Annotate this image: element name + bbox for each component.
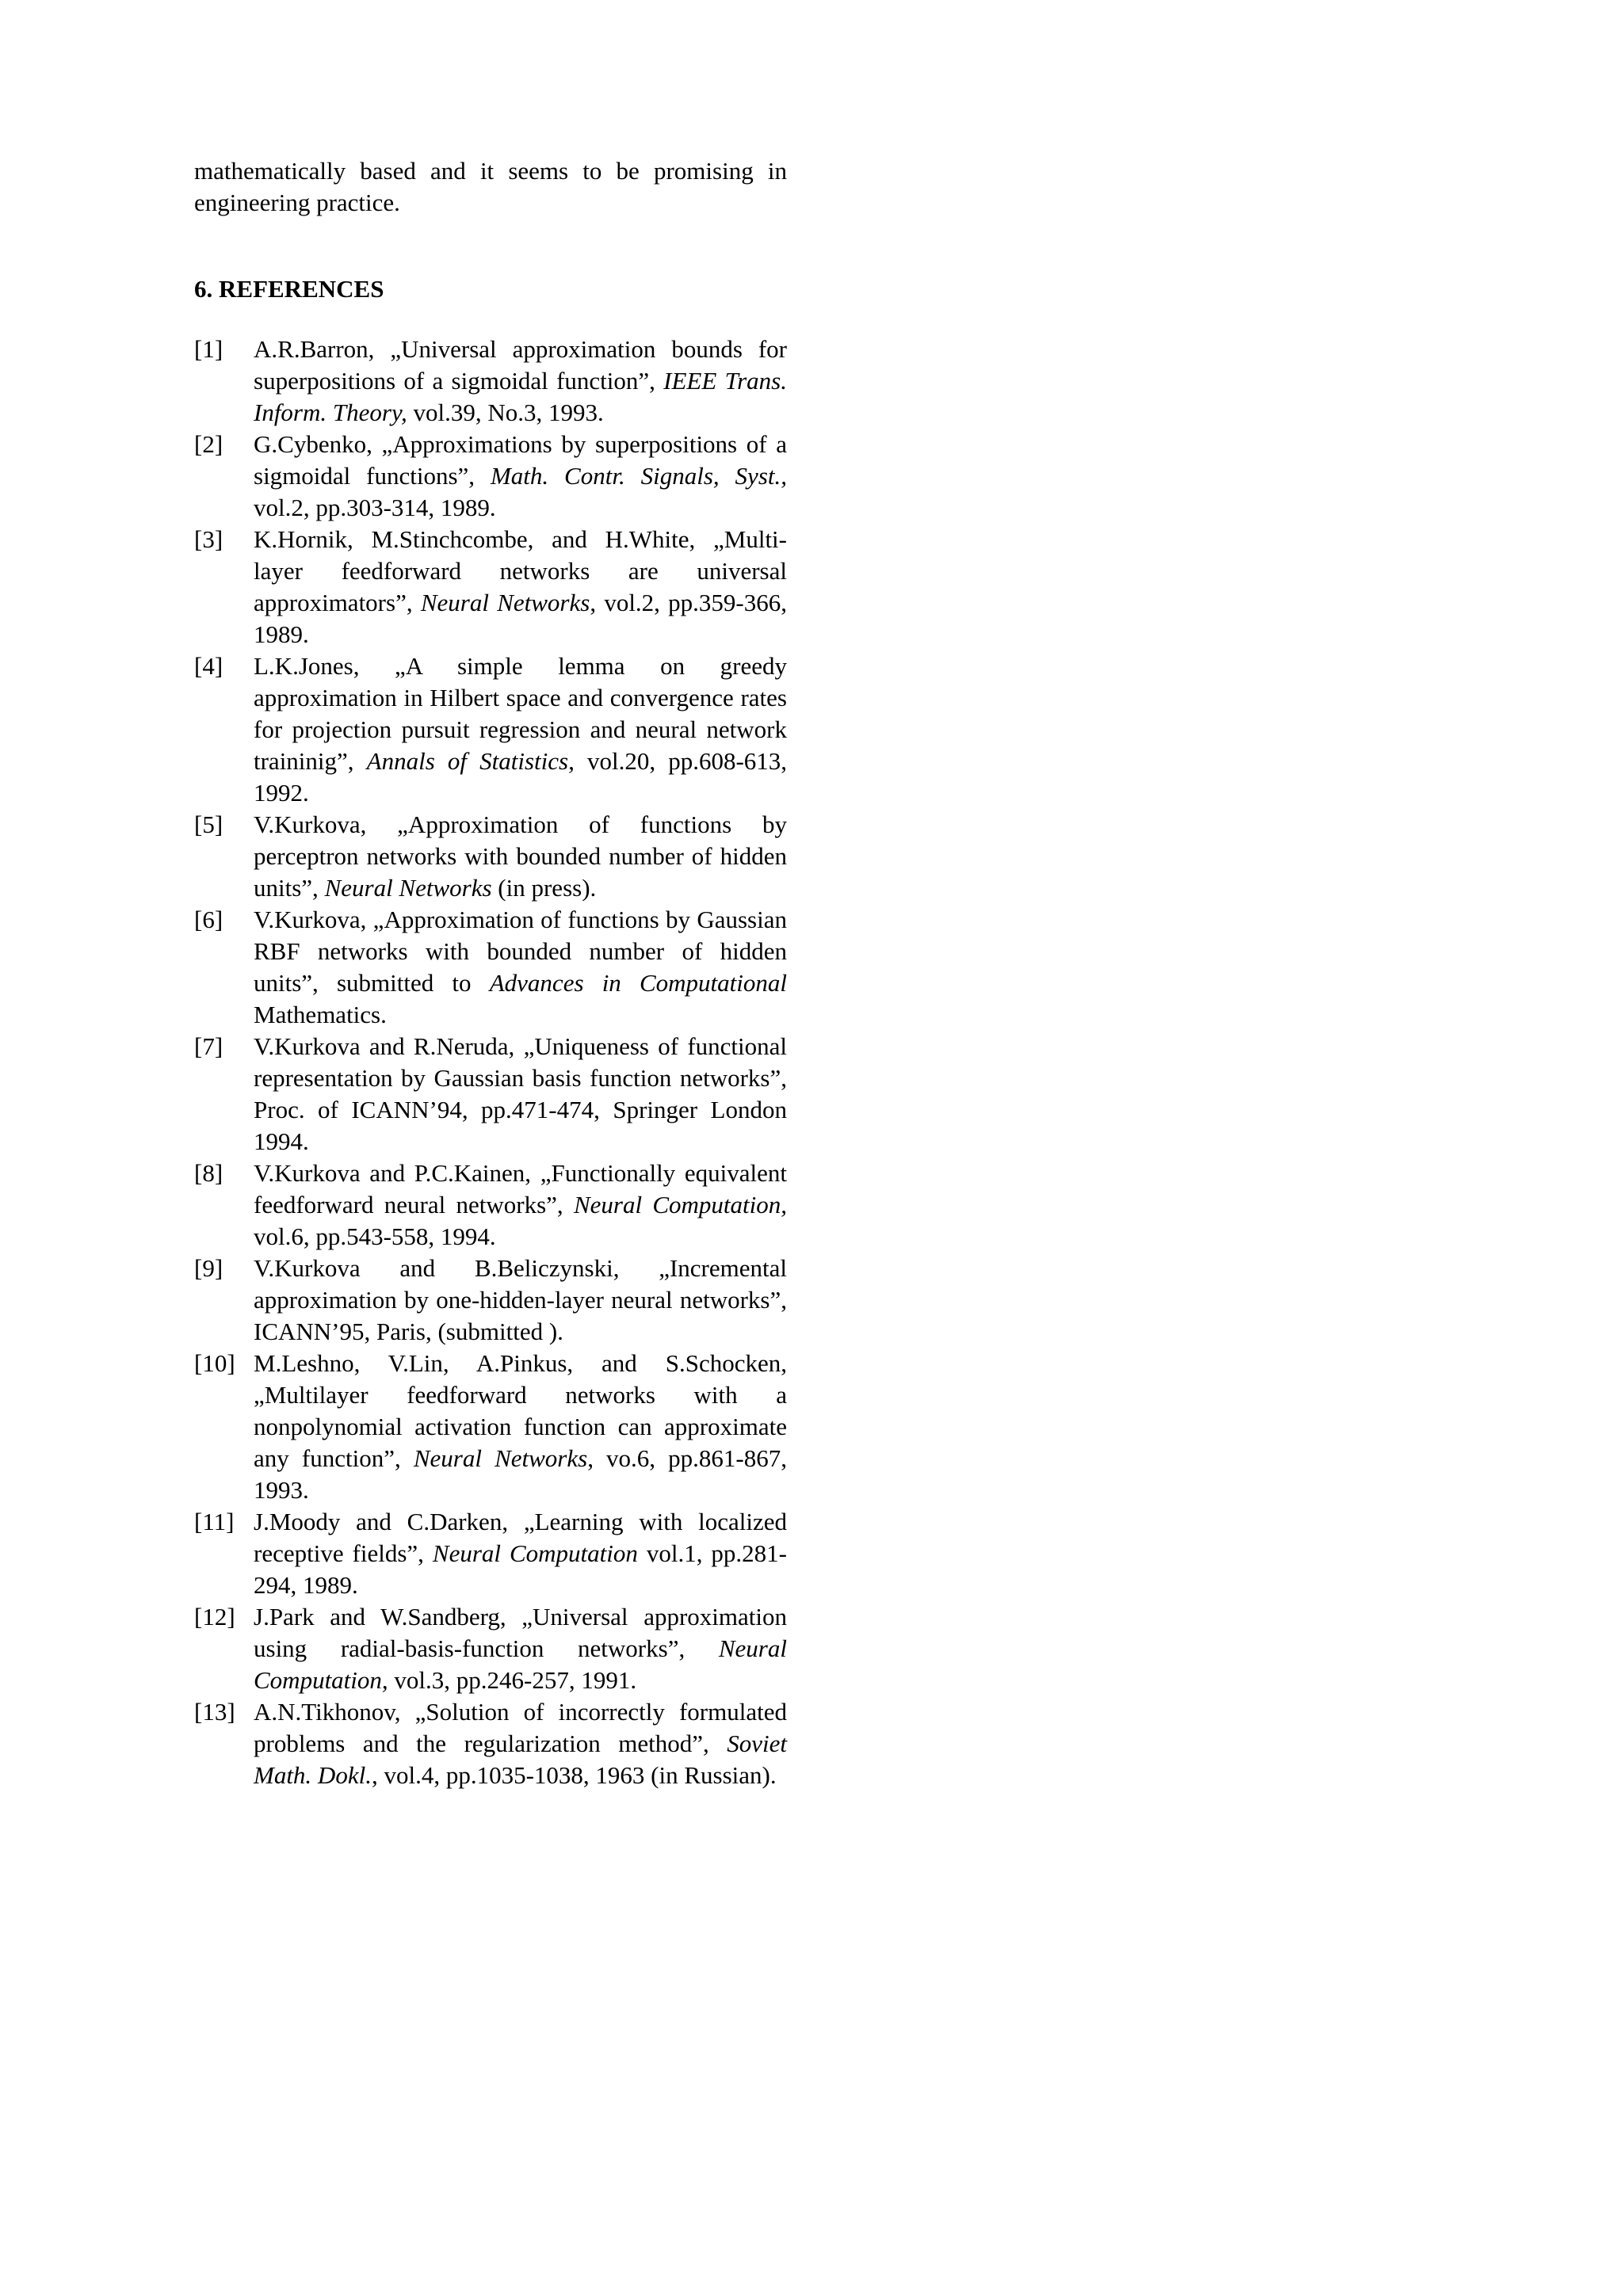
reference-text-segment: V.Kurkova and P.C.Kainen, „Functionally equivalent feedforward neural networks”, — [254, 1159, 787, 1219]
reference-text-segment: (in press). — [491, 874, 597, 902]
reference-number: [7] — [194, 1032, 223, 1060]
reference-text-segment: V.Kurkova, „Approximation of functions by Gaussian RBF networks with bounded number of hidden units”, submitted to — [254, 906, 787, 997]
reference-list — [194, 334, 787, 1791]
reference-source-italic: Neural Computation, — [573, 1191, 787, 1219]
reference-text-segment: L.K.Jones, „A simple lemma on greedy approximation in Hilbert space and convergence rates for projection pursuit regression and neural network traininig”, — [254, 652, 787, 775]
reference-text — [254, 1253, 787, 1348]
reference-source-italic: Neural Networks — [324, 874, 492, 902]
reference-text — [254, 904, 787, 1031]
reference-item — [194, 1601, 787, 1696]
reference-text-segment: , vol.4, pp.1035-1038, 1963 (in Russian). — [371, 1761, 777, 1789]
reference-item — [194, 1506, 787, 1601]
reference-text-segment: vol.6, pp.543-558, 1994. — [254, 1222, 496, 1250]
reference-text-segment: J.Park and W.Sandberg, „Universal approximation using radial-basis-function networks”, — [254, 1603, 787, 1662]
reference-text-segment: , vo.6, pp.861-867, 1993. — [254, 1444, 788, 1504]
reference-text-segment: Mathematics. — [254, 1001, 387, 1028]
reference-item — [194, 809, 787, 904]
reference-text-segment: V.Kurkova and R.Neruda, „Uniqueness of functional representation by Gaussian basis function networks”, Proc. of ICANN’94, pp.471-474, Springer London 1994. — [254, 1032, 787, 1155]
reference-source-italic: Math. Contr. Signals, Syst., — [490, 462, 787, 490]
reference-number: [4] — [194, 652, 223, 680]
reference-source-italic: Neural Computation — [432, 1539, 638, 1567]
reference-text-segment: V.Kurkova, „Approximation of functions by perceptron networks with bounded number of hidden units”, — [254, 810, 787, 902]
reference-item — [194, 334, 787, 429]
reference-item — [194, 1031, 787, 1158]
reference-text — [254, 524, 787, 650]
reference-source-italic: Advances in Computational — [489, 969, 788, 997]
reference-item — [194, 1348, 787, 1506]
reference-text-segment: vol.3, pp.246-257, 1991. — [388, 1666, 637, 1694]
reference-text — [254, 1601, 787, 1696]
reference-text — [254, 809, 787, 904]
reference-text-segment: K.Hornik, M.Stinchcombe, and H.White, „Multi-layer feedforward networks are universal approximators”, — [254, 525, 787, 616]
reference-text — [254, 1348, 787, 1506]
text-column — [194, 155, 787, 1791]
reference-item — [194, 1253, 787, 1348]
reference-item — [194, 1158, 787, 1253]
reference-item — [194, 650, 787, 809]
reference-text-segment: A.R.Barron, „Universal approximation bounds for superpositions of a sigmoidal function”, — [254, 335, 787, 395]
reference-text-segment: vol.20, pp.608-613, 1992. — [254, 747, 788, 807]
reference-source-italic: Neural Networks — [420, 589, 590, 616]
reference-number: [3] — [194, 525, 223, 553]
reference-text — [254, 1696, 787, 1791]
reference-item — [194, 429, 787, 524]
reference-text — [254, 429, 787, 524]
reference-text-segment: G.Cybenko, „Approximations by superpositions of a sigmoidal functions”, — [254, 430, 787, 490]
reference-text — [254, 1506, 787, 1601]
reference-text-segment: J.Moody and C.Darken, „Learning with localized receptive fields”, — [254, 1508, 787, 1567]
reference-number: [11] — [194, 1508, 235, 1535]
references-heading: 6. REFERENCES — [194, 275, 384, 303]
reference-number: [5] — [194, 810, 223, 838]
reference-text — [254, 1158, 787, 1253]
reference-text-segment: vol.1, pp.281-294, 1989. — [254, 1539, 788, 1599]
reference-text-segment: vol.2, pp.303-314, 1989. — [254, 494, 496, 521]
reference-text — [254, 1031, 787, 1158]
reference-source-italic: Neural Computation, — [254, 1634, 787, 1694]
reference-item — [194, 904, 787, 1031]
reference-source-italic: IEEE Trans. Inform. Theory, — [254, 367, 787, 426]
reference-text-segment: vol.39, No.3, 1993. — [407, 399, 604, 426]
reference-number: [12] — [194, 1603, 235, 1630]
reference-text-segment: M.Leshno, V.Lin, A.Pinkus, and S.Schocken, „Multilayer feedforward networks with a nonpolynomial activation function can approximate any function”, — [254, 1349, 787, 1472]
reference-number: [6] — [194, 906, 223, 933]
reference-text — [254, 650, 787, 809]
reference-item — [194, 1696, 787, 1791]
reference-text-segment: A.N.Tikhonov, „Solution of incorrectly formulated problems and the regularization method”, — [254, 1698, 787, 1757]
reference-source-italic: Neural Networks — [413, 1444, 588, 1472]
reference-item — [194, 524, 787, 650]
reference-text-segment: V.Kurkova and B.Beliczynski, „Incremental approximation by one-hidden-layer neural networks”, ICANN’95, Paris, (submitted ). — [254, 1254, 787, 1345]
reference-number: [9] — [194, 1254, 223, 1282]
reference-number: [1] — [194, 335, 223, 363]
reference-number: [2] — [194, 430, 223, 458]
reference-source-italic: Annals of Statistics, — [366, 747, 575, 775]
reference-text-segment: , vol.2, pp.359-366, 1989. — [254, 589, 787, 648]
reference-number: [10] — [194, 1349, 235, 1377]
reference-number: [8] — [194, 1159, 223, 1187]
reference-source-italic: Soviet Math. Dokl. — [254, 1730, 787, 1789]
reference-number: [13] — [194, 1698, 235, 1726]
reference-text — [254, 334, 787, 429]
intro-paragraph: mathematically based and it seems to be promising in engineering practice. — [194, 157, 787, 216]
